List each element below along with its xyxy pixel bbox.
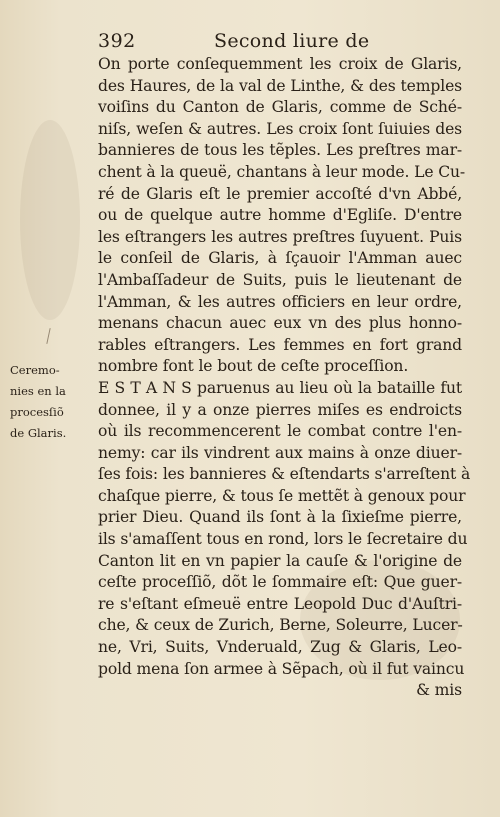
- text-line: l'Amman, & les autres officiers en leur ordre,: [98, 292, 462, 311]
- catchword: & mis: [416, 681, 462, 700]
- text-line: menans chacun auec eux vn des plus honno-: [98, 314, 462, 333]
- text-line: bannieres de tous les tẽples. Les preſtres mar-: [98, 141, 462, 160]
- text-line: rables eſtrangers. Les femmes en fort grand: [98, 335, 462, 354]
- text-line: donnee, il y a onze pierres miſes es endroicts: [98, 400, 462, 419]
- page-header: [98, 30, 468, 56]
- text-line: che, & ceux de Zurich, Berne, Soleurre, Lucer-: [98, 616, 463, 635]
- text-line: l'Ambaſſadeur de Suits, puis le lieutenant de: [98, 270, 462, 289]
- text-line: nemy: car ils vindrent aux mains à onze diuer-: [98, 443, 462, 462]
- margin-note-line: Ceremo-: [10, 363, 60, 377]
- text-line: niſs, weſen & autres. Les croix ſont ſuiuies des: [98, 119, 462, 138]
- text-line: les eſtrangers les autres preſtres ſuyuent. Puis: [98, 227, 462, 246]
- margin-ink-mark: [46, 328, 50, 344]
- text-line: ceſte proceſſiõ, dõt le ſommaire eſt: Que guer-: [98, 573, 462, 592]
- running-title: Second liure de: [214, 30, 370, 52]
- text-line: pold mena ſon armee à Sẽpach, où il fut vaincu: [98, 659, 465, 678]
- main-text-block: [98, 54, 471, 702]
- text-line: ne, Vri, Suits, Vnderuald, Zug & Glaris, Leo-: [98, 638, 462, 657]
- text-line: ou de quelque autre homme d'Egliſe. D'entre: [98, 206, 462, 225]
- text-line: Canton lit en vn papier la cauſe & l'origine de: [98, 551, 462, 570]
- text-line: On porte conſequemment les croix de Glaris,: [98, 55, 462, 73]
- text-line: chaſque pierre, & tous ſe mettẽt à genoux pour: [98, 486, 466, 505]
- text-line: ſes fois: les bannieres & eſtendarts s'arreſtent à: [98, 465, 471, 484]
- margin-note-line: procesſiõ: [10, 405, 64, 419]
- text-line: où ils recommencerent le combat contre l'en-: [98, 422, 462, 441]
- text-line: re s'eſtant eſmeuë entre Leopold Duc d'Auſtri-: [98, 594, 462, 613]
- text-line: nombre font le bout de ceſte proceſſion.: [98, 357, 409, 376]
- text-line: ré de Glaris eſt le premier accoſté d'vn Abbé,: [98, 184, 462, 203]
- text-line: E S T A N S paruenus au lieu où la bataille fut: [98, 378, 462, 397]
- margin-note: [10, 360, 90, 444]
- paper-stain: [20, 120, 80, 320]
- margin-note-line: nies en la: [10, 384, 66, 398]
- text-line: des Haures, de la val de Linthe, & des temples: [98, 76, 462, 95]
- text-line: voiſins du Canton de Glaris, comme de Sché-: [98, 98, 462, 117]
- page-number: 392: [98, 30, 136, 52]
- text-line: chent à la queuë, chantans à leur mode. Le Cu-: [98, 162, 465, 181]
- text-line: prier Dieu. Quand ils ſont à la ſixieſme pierre,: [98, 508, 462, 527]
- margin-note-line: de Glaris.: [10, 426, 67, 440]
- text-line: le conſeil de Glaris, à ſçauoir l'Amman auec: [98, 249, 462, 268]
- text-line: ils s'amaſſent tous en rond, lors le ſecretaire du: [98, 530, 468, 549]
